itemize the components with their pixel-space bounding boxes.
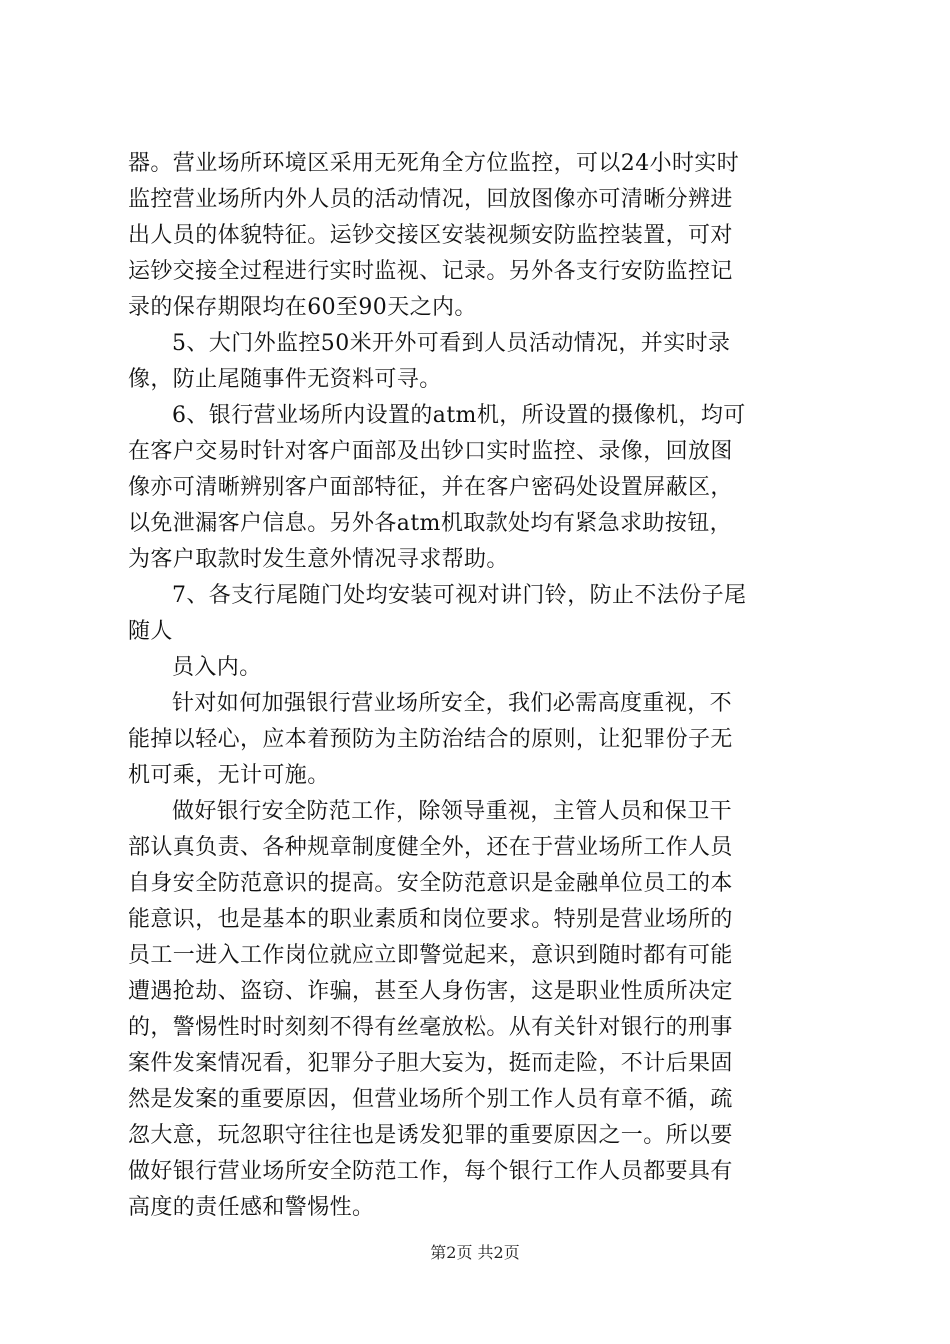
text-line: 为客户取款时发生意外情况寻求帮助。 — [128, 547, 509, 572]
text-line: 员工一进入工作岗位就应立即警觉起来，意识到随时都有可能 — [128, 943, 733, 968]
text-line: 自身安全防范意识的提高。安全防范意识是金融单位员工的本 — [128, 871, 733, 896]
page-footer: 第2页 共2页 — [430, 1243, 520, 1262]
text-line: 能掉以轻心，应本着预防为主防治结合的原则，让犯罪份子无 — [128, 727, 733, 752]
text-line: 像亦可清晰辨别客户面部特征，并在客户密码处设置屏蔽区， — [128, 475, 733, 500]
text-line: 7、各支行尾随门处均安装可视对讲门铃，防止不法份子尾 — [172, 583, 747, 608]
text-line: 做好银行安全防范工作，除领导重视，主管人员和保卫干 — [172, 799, 733, 824]
text-line: 的，警惕性时时刻刻不得有丝毫放松。从有关针对银行的刑事 — [128, 1015, 733, 1040]
text-line: 案件发案情况看，犯罪分子胆大妄为，挺而走险，不计后果固 — [128, 1051, 733, 1076]
text-line: 做好银行营业场所安全防范工作，每个银行工作人员都要具有 — [128, 1159, 733, 1184]
text-line: 随人 — [128, 619, 173, 644]
text-line: 能意识，也是基本的职业素质和岗位要求。特别是营业场所的 — [128, 907, 733, 932]
text-line: 高度的责任感和警惕性。 — [128, 1195, 375, 1220]
text-line: 5、大门外监控50米开外可看到人员活动情况，并实时录 — [172, 331, 731, 356]
text-line: 器。营业场所环境区采用无死角全方位监控，可以24小时实时 — [128, 151, 740, 176]
text-line: 运钞交接全过程进行实时监视、记录。另外各支行安防监控记 — [128, 259, 733, 284]
text-line: 出人员的体貌特征。运钞交接区安装视频安防监控装置，可对 — [128, 223, 733, 248]
text-line: 针对如何加强银行营业场所安全，我们必需高度重视，不 — [172, 691, 733, 716]
text-line: 部认真负责、各种规章制度健全外，还在于营业场所工作人员 — [128, 835, 733, 860]
document-body — [128, 146, 840, 1226]
text-line: 忽大意，玩忽职守往往也是诱发犯罪的重要原因之一。所以要 — [128, 1123, 733, 1148]
text-line: 员入内。 — [172, 655, 262, 680]
text-line: 机可乘，无计可施。 — [128, 763, 330, 788]
text-line: 6、银行营业场所内设置的atm机，所设置的摄像机，均可 — [172, 403, 746, 428]
text-line: 以免泄漏客户信息。另外各atm机取款处均有紧急求助按钮， — [128, 511, 733, 536]
text-line: 录的保存期限均在60至90天之内。 — [128, 295, 477, 320]
text-line: 然是发案的重要原因，但营业场所个别工作人员有章不循，疏 — [128, 1087, 733, 1112]
text-line: 遭遇抢劫、盗窃、诈骗，甚至人身伤害，这是职业性质所决定 — [128, 979, 733, 1004]
text-line: 在客户交易时针对客户面部及出钞口实时监控、录像，回放图 — [128, 439, 733, 464]
text-line: 像，防止尾随事件无资料可寻。 — [128, 367, 442, 392]
text-line: 监控营业场所内外人员的活动情况，回放图像亦可清晰分辨进 — [128, 187, 733, 212]
